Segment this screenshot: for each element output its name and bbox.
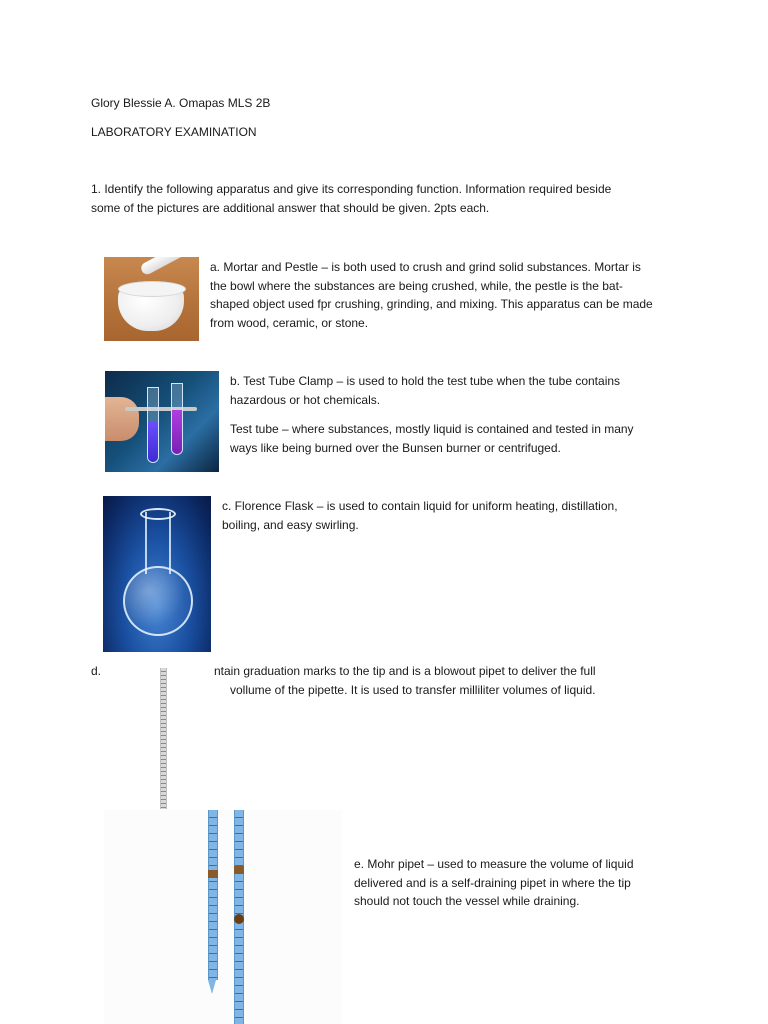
exam-title: LABORATORY EXAMINATION bbox=[91, 125, 257, 139]
item-c-line: c. Florence Flask – is used to contain liquid for uniform heating, distillation, bbox=[222, 499, 618, 513]
item-b-extra-text bbox=[230, 420, 634, 457]
question-text bbox=[91, 180, 611, 217]
mohr-pipet bbox=[234, 810, 244, 1024]
question-line: 1. Identify the following apparatus and give its corresponding function. Information required beside bbox=[91, 182, 612, 196]
serological-pipet-photo bbox=[156, 668, 170, 809]
mohr-pipet-photo bbox=[104, 810, 342, 1024]
item-b-line: Test tube – where substances, mostly liquid is contained and tested in many bbox=[230, 422, 634, 436]
flask-lip bbox=[140, 508, 176, 520]
test-tube bbox=[147, 387, 159, 463]
item-d-marker: d. bbox=[91, 664, 102, 678]
item-b-line: hazardous or hot chemicals. bbox=[230, 392, 381, 407]
item-b-line: b. Test Tube Clamp – is used to hold the test tube when the tube contains bbox=[230, 374, 621, 388]
item-d-line: ntain graduation marks to the tip and is a blowout pipet to deliver the full bbox=[214, 664, 596, 678]
pipet-stem bbox=[160, 668, 167, 809]
pipet-tip bbox=[208, 980, 216, 994]
item-a-line: a. Mortar and Pestle – is both used to crush and grind solid substances. Mortar is bbox=[210, 260, 641, 274]
hand bbox=[105, 397, 139, 441]
question-line: some of the pictures are additional answer that should be given. 2pts each. bbox=[91, 200, 490, 215]
item-e-line: e. Mohr pipet – used to measure the volume of liquid bbox=[354, 857, 634, 871]
florence-flask-photo bbox=[103, 496, 211, 652]
mortar-pestle-photo bbox=[104, 257, 199, 341]
item-d-line: vollume of the pipette. It is used to transfer milliliter volumes of liquid. bbox=[230, 682, 596, 697]
item-a-line: from wood, ceramic, or stone. bbox=[210, 315, 369, 330]
test-tube-clamp-photo bbox=[105, 371, 219, 472]
flask-bulb bbox=[123, 566, 193, 636]
item-b-text bbox=[230, 372, 620, 409]
author-line: Glory Blessie A. Omapas MLS 2B bbox=[91, 96, 271, 110]
item-e-text bbox=[354, 855, 634, 911]
item-d-text bbox=[214, 662, 596, 699]
item-c-line: boiling, and easy swirling. bbox=[222, 517, 359, 532]
test-tube bbox=[171, 383, 183, 455]
item-e-line: delivered and is a self-draining pipet in where the tip bbox=[354, 875, 631, 890]
clamp-bar bbox=[125, 407, 197, 411]
mortar-rim bbox=[118, 281, 186, 297]
pestle bbox=[139, 257, 189, 276]
flask-neck bbox=[145, 512, 171, 574]
item-b-line: ways like being burned over the Bunsen burner or centrifuged. bbox=[230, 440, 561, 455]
item-a-line: shaped object used fpr crushing, grinding, and mixing. This apparatus can be made bbox=[210, 297, 653, 311]
item-a-text bbox=[210, 258, 653, 332]
mohr-pipet bbox=[208, 810, 218, 980]
item-a-line: the bowl where the substances are being crushed, while, the pestle is the bat- bbox=[210, 278, 623, 293]
item-c-text bbox=[222, 497, 618, 534]
item-e-line: should not touch the vessel while draining. bbox=[354, 894, 580, 908]
